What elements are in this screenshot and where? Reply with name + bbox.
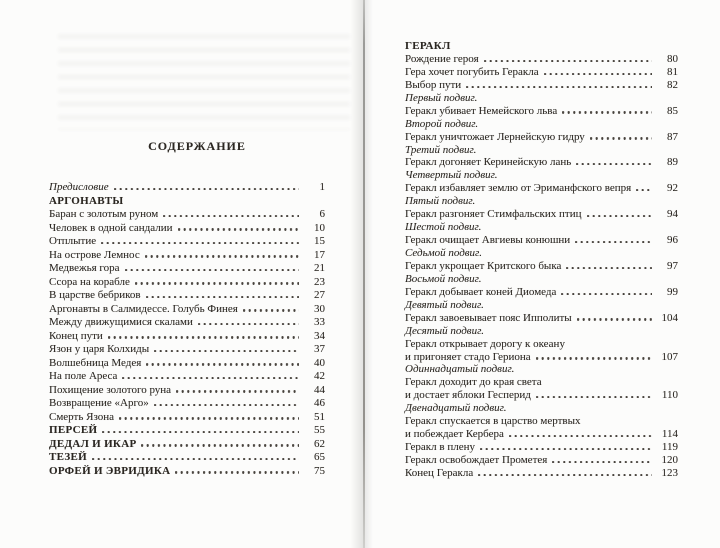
toc-entry-title: Третий подвиг. — [405, 143, 477, 156]
toc-entry — [405, 208, 678, 221]
toc-entry-title: Геракл очищает Авгиевы конюшни — [405, 234, 571, 247]
spine-shadow-right — [365, 0, 373, 548]
dot-leader — [509, 435, 652, 437]
toc-entry-page-number: 80 — [667, 52, 678, 65]
toc-entry — [405, 351, 678, 364]
toc-entry-page-number: 85 — [667, 104, 678, 117]
toc-entry-page-number: 30 — [314, 302, 325, 315]
toc-entry — [405, 169, 678, 182]
toc-entry-title: Второй подвиг. — [405, 117, 479, 130]
dot-leader — [590, 137, 652, 139]
toc-entry — [405, 144, 678, 157]
toc-entry — [405, 325, 678, 338]
toc-entry — [405, 66, 678, 79]
toc-entry-title: ОРФЕЙ И ЭВРИДИКА — [49, 464, 171, 477]
toc-entry-page-number: 107 — [661, 350, 678, 363]
toc-entry-title: ГЕРАКЛ — [405, 40, 451, 52]
dot-leader — [575, 241, 652, 243]
dot-leader — [135, 282, 299, 284]
dot-leader — [536, 396, 652, 398]
dot-leader — [478, 474, 652, 476]
toc-entry — [49, 208, 325, 222]
toc-entry — [405, 40, 678, 53]
toc-entry-page-number: 65 — [314, 451, 325, 463]
toc-entry-title: Аргонавты в Салмидессе. Голубь Финея — [49, 302, 238, 315]
dot-leader — [576, 163, 652, 165]
toc-entry-page-number: 51 — [314, 410, 325, 423]
toc-entry-title: Медвежья гора — [49, 262, 120, 274]
toc-entry-page-number: 114 — [661, 428, 678, 441]
toc-entry — [405, 363, 678, 376]
toc-entry-page-number: 123 — [661, 466, 678, 479]
dot-leader — [566, 267, 652, 269]
toc-entry — [405, 92, 678, 105]
toc-entry — [49, 384, 325, 398]
toc-entry-page-number: 94 — [667, 208, 678, 221]
dot-leader — [466, 86, 652, 88]
page-bleed-through — [58, 34, 350, 130]
dot-leader — [125, 269, 299, 271]
toc-entry-page-number: 89 — [667, 156, 678, 169]
toc-entry-title: Конец пути — [49, 329, 103, 342]
toc-entry-page-number: 37 — [314, 343, 325, 355]
toc-entry — [49, 195, 325, 209]
toc-entry — [405, 118, 678, 131]
dot-leader — [544, 73, 652, 75]
dot-leader — [145, 255, 299, 257]
toc-entry — [49, 397, 325, 411]
toc-entry-title: Гера хочет погубить Геракла — [405, 65, 539, 78]
dot-leader — [484, 60, 652, 62]
toc-entry-page-number: 21 — [314, 262, 325, 274]
toc-entry-page-number: 34 — [314, 329, 325, 342]
toc-entry — [405, 105, 678, 118]
toc-entry-title: ДЕДАЛ И ИКАР — [49, 437, 137, 450]
dot-leader — [92, 458, 299, 460]
dot-leader — [562, 111, 652, 113]
right-toc-list — [405, 40, 678, 480]
toc-entry-page-number: 33 — [314, 316, 325, 328]
toc-entry-page-number: 97 — [667, 259, 678, 272]
toc-entry — [405, 286, 678, 299]
dot-leader — [102, 431, 299, 433]
toc-entry-title: Геракл доходит до края света — [405, 376, 542, 389]
toc-entry — [405, 260, 678, 273]
toc-entry-title: Возвращение «Арго» — [49, 397, 149, 409]
toc-entry-title: Восьмой подвиг. — [405, 272, 482, 285]
toc-entry — [49, 465, 325, 479]
toc-entry — [49, 181, 325, 195]
toc-entry — [405, 402, 678, 415]
toc-entry-page-number: 10 — [314, 221, 325, 234]
toc-entry — [49, 249, 325, 263]
toc-entry-title: Геракл укрощает Критского быка — [405, 259, 562, 272]
toc-entry — [405, 312, 678, 325]
toc-entry-title: Отплытие — [49, 235, 97, 247]
toc-entry-page-number: 104 — [661, 311, 678, 324]
right-page — [405, 40, 678, 480]
toc-entry — [49, 222, 325, 236]
dot-leader — [163, 215, 299, 217]
toc-entry-page-number: 23 — [314, 275, 325, 288]
toc-entry-title: Геракл догоняет Керинейскую лань — [405, 156, 572, 169]
toc-entry-title: Похищение золотого руна — [49, 383, 172, 396]
toc-entry — [405, 376, 678, 389]
toc-entry-title: Двенадцатый подвиг. — [405, 402, 507, 415]
toc-entry — [49, 357, 325, 371]
toc-entry — [405, 234, 678, 247]
toc-entry — [49, 316, 325, 330]
toc-entry — [49, 289, 325, 303]
toc-entry — [49, 303, 325, 317]
toc-entry-title: и пригоняет стадо Гериона — [405, 350, 531, 363]
toc-entry — [405, 182, 678, 195]
contents-heading: СОДЕРЖАНИЕ — [148, 139, 246, 153]
toc-entry — [405, 454, 678, 467]
toc-entry-title: Между движущимися скалами — [49, 316, 193, 328]
toc-entry-page-number: 40 — [314, 356, 325, 369]
toc-entry-page-number: 92 — [667, 182, 678, 195]
dot-leader — [587, 215, 652, 217]
toc-entry — [405, 428, 678, 441]
toc-entry-page-number: 6 — [319, 208, 325, 220]
toc-entry — [405, 441, 678, 454]
toc-entry-title: Конец Геракла — [405, 466, 474, 479]
toc-entry-title: АРГОНАВТЫ — [49, 194, 124, 207]
toc-entry-title: Геракл освобождает Прометея — [405, 454, 548, 466]
toc-entry — [405, 79, 678, 92]
toc-entry — [49, 411, 325, 425]
toc-entry — [405, 247, 678, 260]
toc-entry-title: Седьмой подвиг. — [405, 247, 482, 259]
toc-entry-title: Выбор пути — [405, 78, 462, 91]
dot-leader — [552, 461, 652, 463]
dot-leader — [636, 189, 652, 191]
toc-entry-page-number: 55 — [314, 424, 325, 436]
toc-entry-title: Геракл убивает Немейского льва — [405, 104, 558, 117]
toc-entry-title: Баран с золотым руном — [49, 208, 159, 220]
toc-entry-page-number: 96 — [667, 234, 678, 247]
toc-entry-title: На поле Ареса — [49, 370, 118, 382]
toc-entry-title: Геракл завоевывает пояс Ипполиты — [405, 311, 572, 324]
toc-entry-title: Десятый подвиг. — [405, 324, 484, 337]
dot-leader — [154, 404, 299, 406]
dot-leader — [577, 318, 652, 320]
dot-leader — [141, 444, 299, 446]
toc-entry-title: Предисловие — [49, 181, 109, 193]
dot-leader — [119, 417, 299, 419]
toc-entry — [405, 53, 678, 66]
toc-entry-title: Первый подвиг. — [405, 91, 478, 104]
toc-entry-title: На острове Лемнос — [49, 248, 140, 261]
toc-entry-title: Геракл в плену — [405, 441, 475, 454]
dot-leader — [154, 350, 299, 352]
toc-entry-page-number: 15 — [314, 235, 325, 247]
toc-entry-title: Геракл разгоняет Стимфальских птиц — [405, 208, 582, 221]
toc-entry — [49, 235, 325, 249]
toc-entry-page-number: 27 — [314, 289, 325, 301]
spine-shadow-left — [350, 0, 363, 548]
toc-entry-title: Геракл добывает коней Диомеда — [405, 285, 557, 298]
toc-entry-page-number: 42 — [314, 370, 325, 382]
dot-leader — [146, 363, 299, 365]
toc-entry-title: ТЕЗЕЙ — [49, 451, 88, 463]
toc-entry-page-number: 82 — [667, 78, 678, 91]
toc-entry — [405, 415, 678, 428]
dot-leader — [122, 377, 299, 379]
toc-entry-title: Одиннадцатый подвиг. — [405, 363, 515, 376]
toc-entry-title: Ссора на корабле — [49, 275, 130, 288]
toc-entry — [405, 131, 678, 144]
toc-entry-page-number: 75 — [314, 464, 325, 477]
dot-leader — [178, 228, 300, 230]
toc-entry — [405, 467, 678, 480]
toc-entry-page-number: 81 — [667, 65, 678, 78]
toc-entry — [49, 330, 325, 344]
toc-entry — [405, 338, 678, 351]
left-toc-list — [49, 181, 325, 478]
dot-leader — [198, 323, 299, 325]
toc-entry-page-number: 17 — [314, 248, 325, 261]
toc-entry-title: Человек в одной сандалии — [49, 221, 173, 234]
dot-leader — [146, 296, 299, 298]
toc-entry — [49, 276, 325, 290]
toc-entry — [405, 389, 678, 402]
toc-entry — [49, 370, 325, 384]
dot-leader — [108, 336, 299, 338]
toc-entry-title: ПЕРСЕЙ — [49, 424, 98, 436]
toc-entry — [49, 438, 325, 452]
toc-entry — [405, 299, 678, 312]
toc-entry-page-number: 44 — [314, 383, 325, 396]
dot-leader — [480, 448, 652, 450]
toc-entry-title: Геракл открывает дорогу к океану — [405, 337, 565, 350]
toc-entry-title: Волшебница Медея — [49, 356, 142, 369]
toc-entry-title: Рождение героя — [405, 52, 479, 65]
toc-entry — [49, 262, 325, 276]
toc-entry-title: и достает яблоки Гесперид — [405, 389, 531, 402]
toc-entry-title: Геракл уничтожает Лернейскую гидру — [405, 130, 585, 143]
toc-entry-page-number: 87 — [667, 130, 678, 143]
dot-leader — [175, 471, 299, 473]
toc-entry-page-number: 46 — [314, 397, 325, 409]
toc-entry-page-number: 99 — [667, 285, 678, 298]
toc-entry-page-number: 120 — [661, 454, 678, 466]
toc-entry-title: и побеждает Кербера — [405, 428, 504, 441]
toc-entry-title: Язон у царя Колхиды — [49, 343, 150, 355]
toc-entry — [405, 195, 678, 208]
toc-entry-title: Шестой подвиг. — [405, 221, 482, 234]
toc-entry-title: В царстве бебриков — [49, 289, 141, 301]
toc-entry-page-number: 110 — [661, 389, 678, 402]
toc-entry-page-number: 1 — [319, 181, 325, 193]
toc-entry-title: Смерть Язона — [49, 410, 114, 423]
toc-entry-title: Геракл избавляет землю от Эриманфского вепря — [405, 182, 632, 195]
toc-entry-title: Девятый подвиг. — [405, 298, 484, 311]
dot-leader — [101, 242, 299, 244]
toc-entry — [49, 451, 325, 465]
toc-entry — [405, 156, 678, 169]
toc-entry — [49, 424, 325, 438]
dot-leader — [114, 188, 299, 190]
dot-leader — [243, 309, 299, 311]
toc-entry — [405, 273, 678, 286]
left-page — [49, 139, 325, 478]
dot-leader — [561, 293, 652, 295]
dot-leader — [536, 357, 652, 359]
toc-entry-page-number: 62 — [314, 437, 325, 450]
toc-entry-title: Геракл спускается в царство мертвых — [405, 415, 581, 428]
toc-entry — [405, 221, 678, 234]
toc-entry — [49, 343, 325, 357]
toc-entry-title: Пятый подвиг. — [405, 195, 476, 208]
dot-leader — [176, 390, 299, 392]
toc-entry-page-number: 119 — [661, 441, 678, 454]
toc-entry-title: Четвертый подвиг. — [405, 169, 498, 182]
